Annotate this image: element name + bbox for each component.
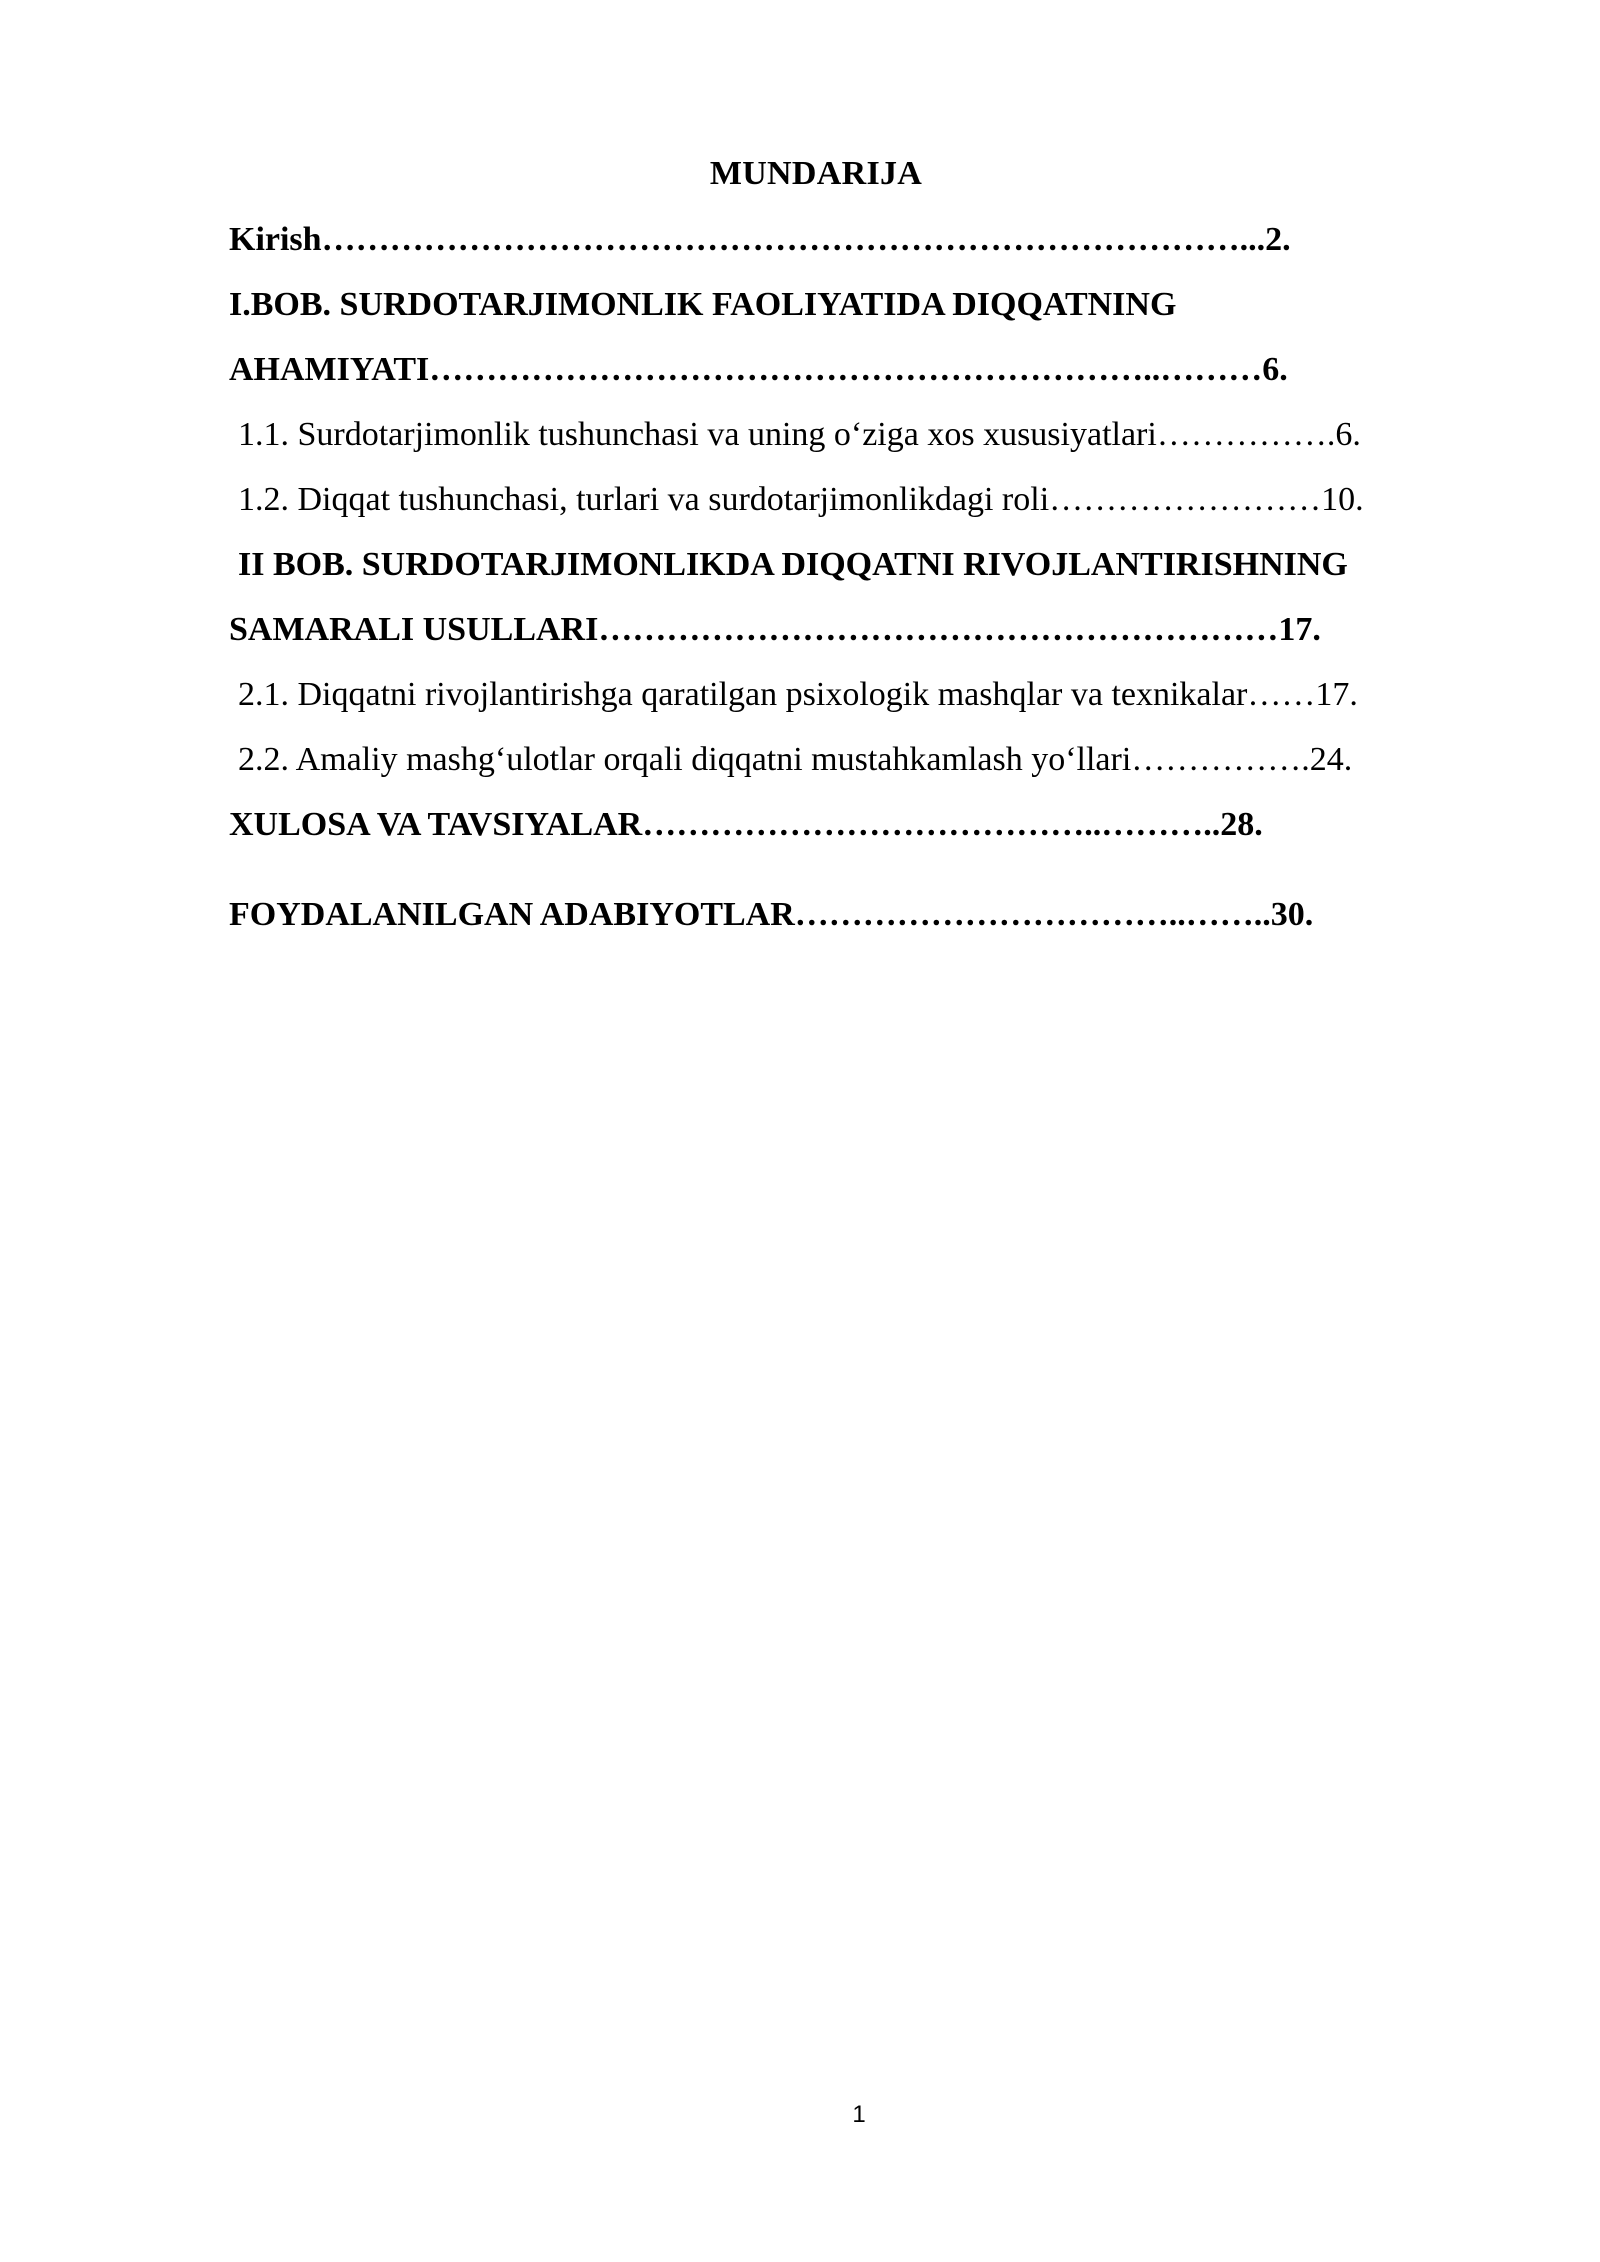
toc-entry-chapter-2-line-1: II BOB. SURDOTARJIMONLIKDA DIQQATNI RIVOJLANTIRISHNING	[238, 546, 1348, 583]
toc-entry-chapter-2-line-2: SAMARALI USULLARI……………………………………………………17.	[229, 611, 1321, 648]
toc-entry-chapter-1-line-1: I.BOB. SURDOTARJIMONLIK FAOLIYATIDA DIQQATNING	[229, 286, 1177, 323]
toc-heading: MUNDARIJA	[709, 155, 923, 192]
toc-entry-section-2-2: 2.2. Amaliy mashg‘ulotlar orqali diqqatni mustahkamlash yo‘llari…………….24.	[238, 741, 1353, 778]
toc-entry-introduction: Kirish………………………………………………………………………...2.	[229, 221, 1291, 258]
toc-entry-section-1-2: 1.2. Diqqat tushunchasi, turlari va surdotarjimonlikdagi roli……………………10.	[238, 481, 1364, 518]
toc-entry-references: FOYDALANILGAN ADABIYOTLAR……………………………..……..30.	[229, 896, 1314, 933]
toc-entry-section-2-1: 2.1. Diqqatni rivojlantirishga qaratilgan psixologik mashqlar va texnikalar……17.	[238, 676, 1358, 713]
toc-entry-section-1-1: 1.1. Surdotarjimonlik tushunchasi va uning o‘ziga xos xususiyatlari…………….6.	[238, 416, 1361, 453]
page-number: 1	[852, 2101, 866, 2128]
toc-entry-conclusion: XULOSA VA TAVSIYALAR…………………………………..………..28.	[229, 806, 1263, 843]
toc-entry-chapter-1-line-2: AHAMIYATI………………………………………………………..………6.	[229, 351, 1288, 388]
